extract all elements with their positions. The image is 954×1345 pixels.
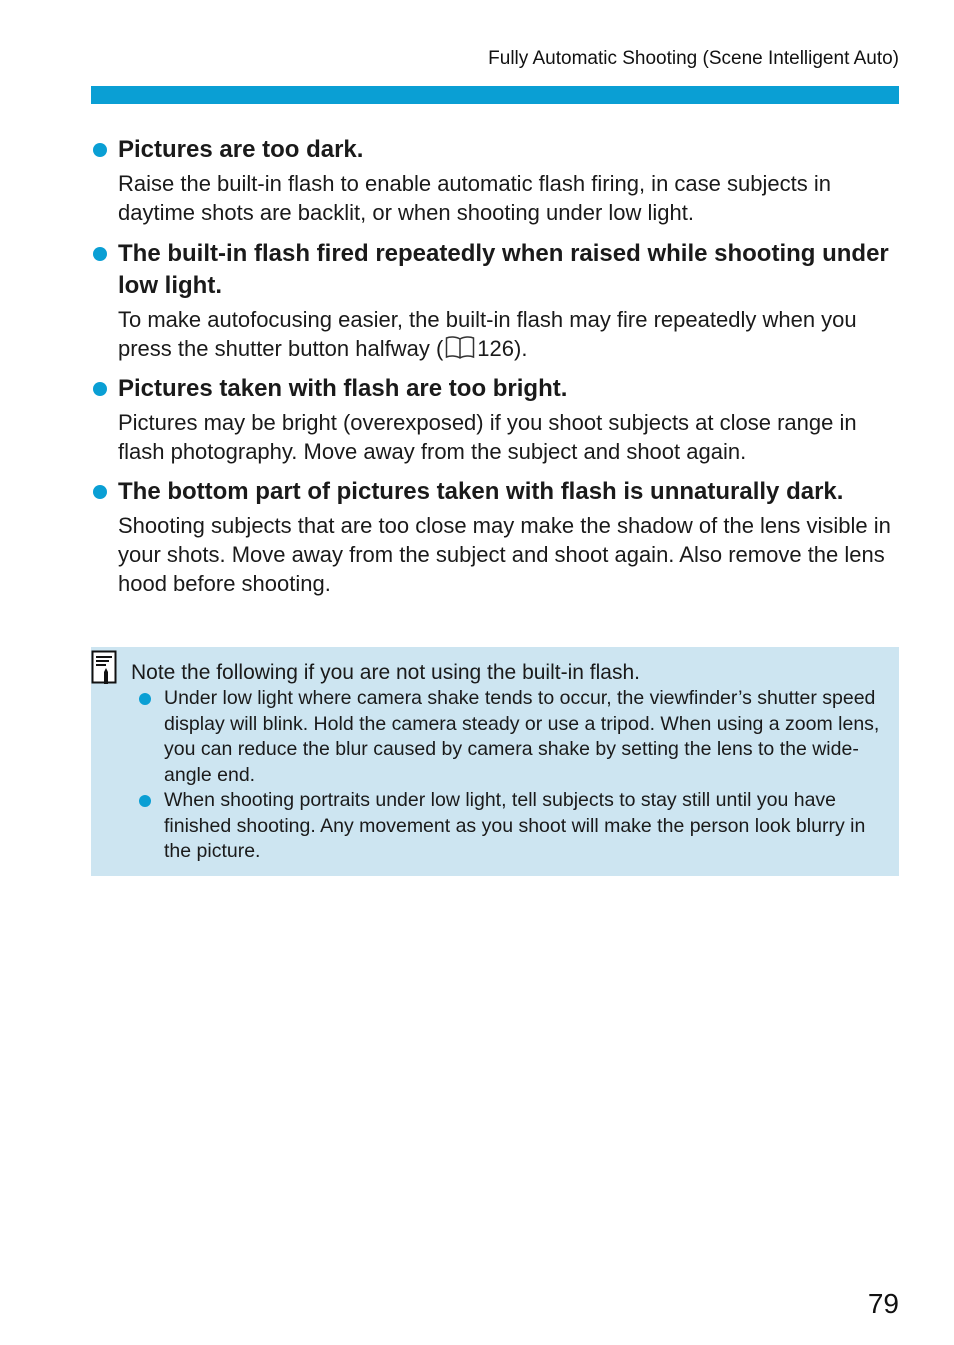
troubleshoot-body: Shooting subjects that are too close may make the shadow of the lens visible in your shots. Move away from the subject and shoot again. Also remove the lens hood before shooting.	[118, 513, 891, 596]
header-accent-bar	[91, 86, 899, 104]
troubleshoot-item-bottom-dark	[91, 476, 901, 598]
troubleshoot-item-too-dark	[91, 134, 901, 227]
troubleshoot-body: Pictures may be bright (overexposed) if you shoot subjects at close range in flash photography. Move away from the subject and shoot again.	[118, 410, 857, 464]
running-head: Fully Automatic Shooting (Scene Intelligent Auto)	[488, 48, 899, 69]
note-item: When shooting portraits under low light, tell subjects to stay still until you have finished shooting. Any movement as you shoot will make the person look blurry in the picture.	[138, 788, 888, 865]
note-intro: Note the following if you are not using the built-in flash.	[131, 661, 640, 684]
note-box	[91, 647, 899, 876]
bullet-icon	[93, 485, 107, 499]
bullet-icon	[139, 693, 151, 705]
note-list	[138, 686, 888, 865]
troubleshoot-body: Raise the built-in flash to enable automatic flash firing, in case subjects in daytime shots are backlit, or when shooting under low light.	[118, 171, 831, 225]
troubleshoot-item-flash-fired-repeatedly	[91, 238, 901, 366]
troubleshoot-heading: The built-in flash fired repeatedly when raised while shooting under low light.	[91, 238, 901, 302]
bullet-icon	[93, 382, 107, 396]
page-reference-link[interactable]: 126	[477, 336, 515, 361]
bullet-icon	[93, 247, 107, 261]
troubleshoot-body: To make autofocusing easier, the built-in flash may fire repeatedly when you press the shutter button halfway ( 126).	[91, 305, 901, 366]
bullet-icon	[93, 143, 107, 157]
note-item: Under low light where camera shake tends to occur, the viewfinder’s shutter speed display will blink. Hold the camera steady or use a tripod. When using a zoom lens, you can reduce the blur caused by camera shake by setting the lens to the wide-angle end.	[138, 686, 888, 788]
page-number: 79	[867, 1288, 899, 1319]
bullet-icon	[139, 795, 151, 807]
book-icon	[445, 335, 475, 366]
troubleshoot-heading: The bottom part of pictures taken with flash is unnaturally dark.	[91, 476, 901, 508]
troubleshoot-heading: Pictures are too dark.	[91, 134, 901, 166]
note-icon	[91, 650, 119, 691]
troubleshoot-item-too-bright	[91, 373, 901, 466]
troubleshoot-heading: Pictures taken with flash are too bright.	[91, 373, 901, 405]
